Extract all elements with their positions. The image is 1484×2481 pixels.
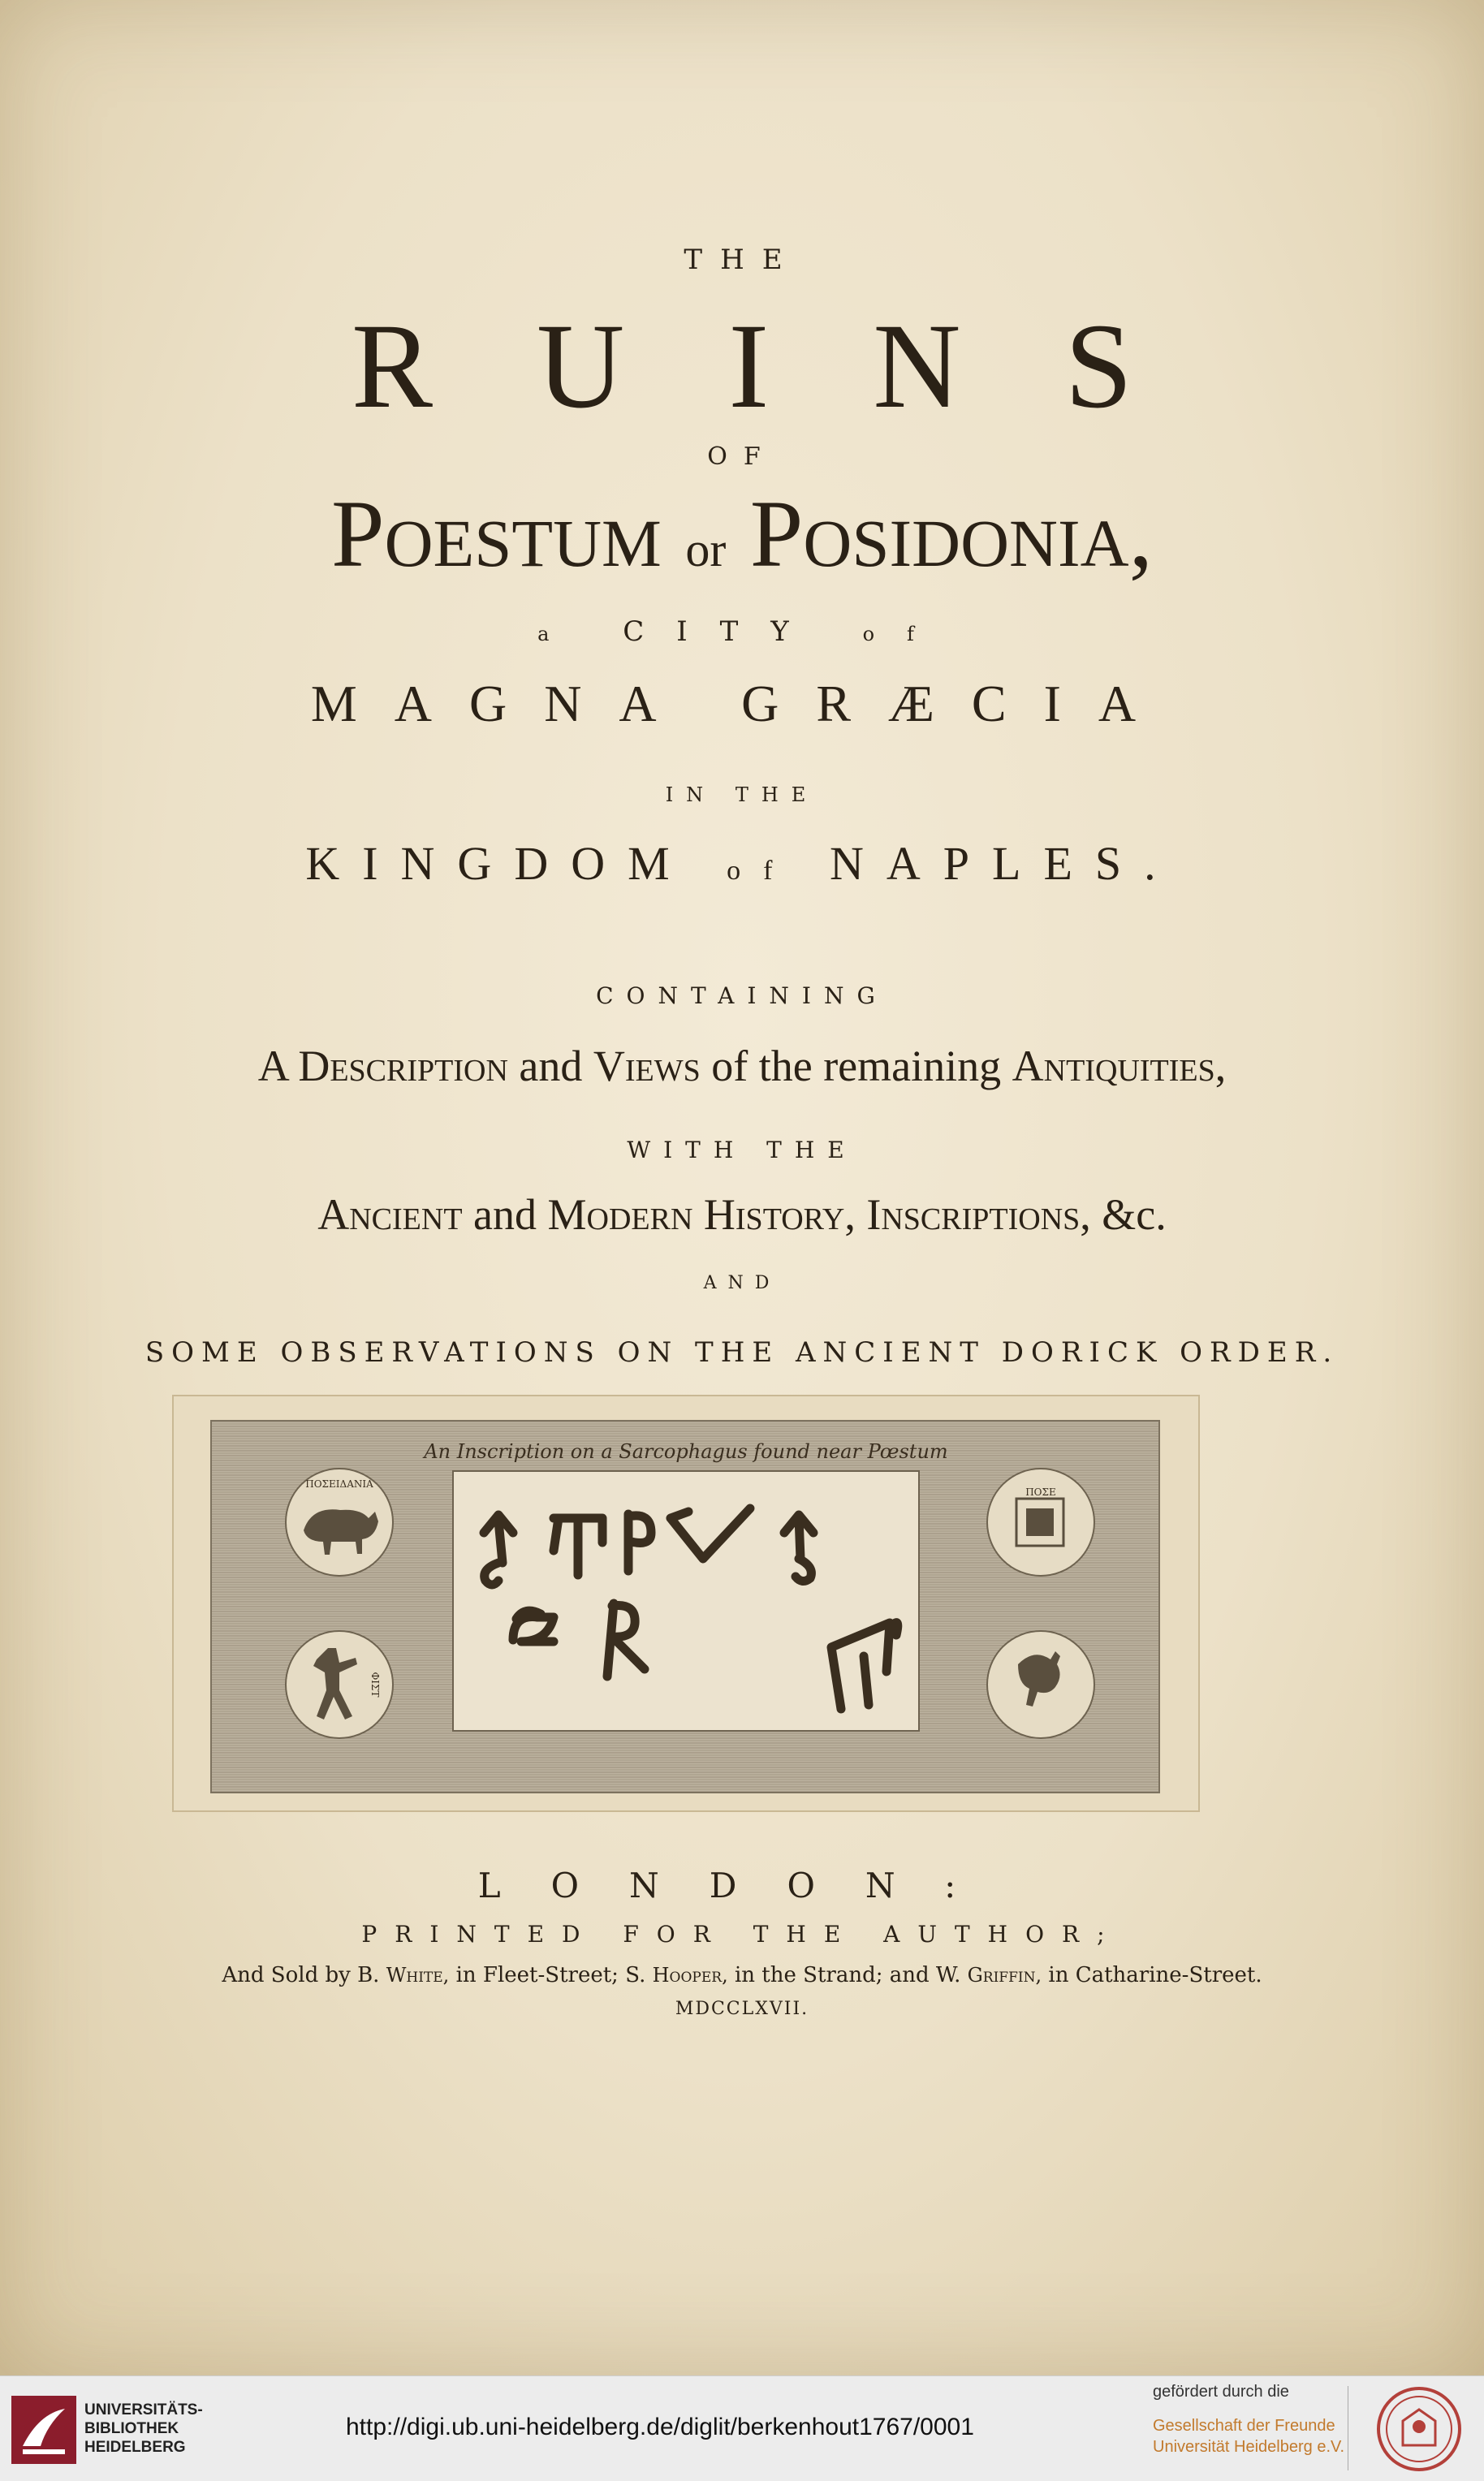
sold-p2: in Fleet-Street; S. [455, 1963, 646, 1987]
imprint-year: MDCCLXVII. [675, 1999, 809, 2019]
sponsor-label: gefördert durch die [1153, 2383, 1289, 2401]
title-ancient-line [0, 1189, 1484, 1240]
library-line-1: UNIVERSITÄTS- [84, 2401, 203, 2418]
title-naples: NAPLES. [830, 837, 1179, 890]
coin-horse-icon [987, 1631, 1094, 1738]
title-description-line [0, 1041, 1484, 1091]
library-line-3: HEIDELBERG [84, 2439, 186, 2456]
engraved-plate [172, 1395, 1200, 1812]
coin-legend-1: ΠΟΣΕΙΔΑΝΙΑ [305, 1478, 373, 1490]
coin-square-icon [987, 1469, 1094, 1576]
sponsor-name[interactable] [1153, 2415, 1344, 2457]
title-poestum: Poestum [330, 481, 662, 587]
title-observations: SOME OBSERVATIONS ON THE ANCIENT DORICK ORDER. [145, 1336, 1339, 1369]
sponsor-line-2: Universität Heidelberg e.V. [1153, 2438, 1345, 2456]
anc-inscriptions: Inscriptions, [866, 1190, 1091, 1239]
sold-hooper: Hooper, [652, 1964, 728, 1987]
title-of-2: of [862, 623, 947, 645]
title-city: CITY [623, 615, 822, 648]
title-in-the: IN THE [665, 783, 819, 806]
sold-p1: And Sold by B. [222, 1963, 380, 1987]
imprint-sold-by [0, 1963, 1484, 1987]
coin-bull-icon [286, 1469, 393, 1576]
title-kingdom-line [0, 836, 1484, 891]
title-poestum-line [0, 479, 1484, 589]
title-with-the: WITH THE [627, 1137, 857, 1163]
coin-legend-3: ΦΙΣΤ [369, 1672, 381, 1698]
imprint-london: LONDON: [477, 1866, 1007, 1905]
sold-p4: in Catharine-Street. [1048, 1963, 1262, 1987]
anc-ancient: Ancient [317, 1190, 463, 1239]
plate-caption: An Inscription on a Sarcophagus found near Pœstum [424, 1440, 948, 1463]
viewer-footer [0, 2375, 1484, 2481]
library-logo-icon[interactable] [11, 2396, 76, 2464]
coin-hercules-icon [286, 1631, 393, 1738]
desc-and: and [519, 1042, 583, 1090]
anc-etc: &c. [1102, 1190, 1167, 1239]
sponsor-line-1: Gesellschaft der Freunde [1153, 2417, 1335, 2435]
coin-legend-2: ΠΟΣΕ [1025, 1486, 1056, 1498]
title-the: THE [684, 244, 800, 276]
sold-white: White, [386, 1964, 450, 1987]
title-city-line [0, 615, 1484, 648]
title-kingdom: KINGDOM [305, 837, 692, 890]
title-magna-graecia: MAGNA GRÆCIA [310, 675, 1174, 732]
title-or: or [685, 523, 727, 576]
title-a: a [537, 623, 582, 645]
sold-p3: in the Strand; and W. [734, 1963, 961, 1987]
anc-history: History, [703, 1190, 856, 1239]
permalink-url[interactable]: http://digi.ub.uni-heidelberg.de/diglit/berkenhout1767/0001 [346, 2414, 974, 2440]
desc-description: Description [298, 1042, 508, 1090]
title-ruins: RUINS [351, 299, 1237, 434]
desc-rest: of the remaining [711, 1042, 1002, 1090]
title-posidonia: Posidonia, [749, 481, 1154, 587]
title-and: AND [703, 1273, 781, 1293]
imprint-printed-for: PRINTED FOR THE AUTHOR; [361, 1921, 1123, 1948]
title-of: OF [707, 442, 777, 471]
title-of-3: of [727, 856, 796, 886]
anc-modern: Modern [547, 1190, 693, 1239]
anc-and: and [473, 1190, 537, 1239]
university-seal-icon [1370, 2384, 1468, 2474]
desc-a: A [257, 1042, 287, 1090]
library-name [84, 2401, 203, 2457]
sold-griffin: Griffin, [967, 1964, 1042, 1987]
library-line-2: BIBLIOTHEK [84, 2420, 179, 2437]
title-containing: CONTAINING [596, 982, 888, 1009]
desc-antiquities: Antiquities, [1012, 1042, 1227, 1090]
desc-views: Views [593, 1042, 701, 1090]
